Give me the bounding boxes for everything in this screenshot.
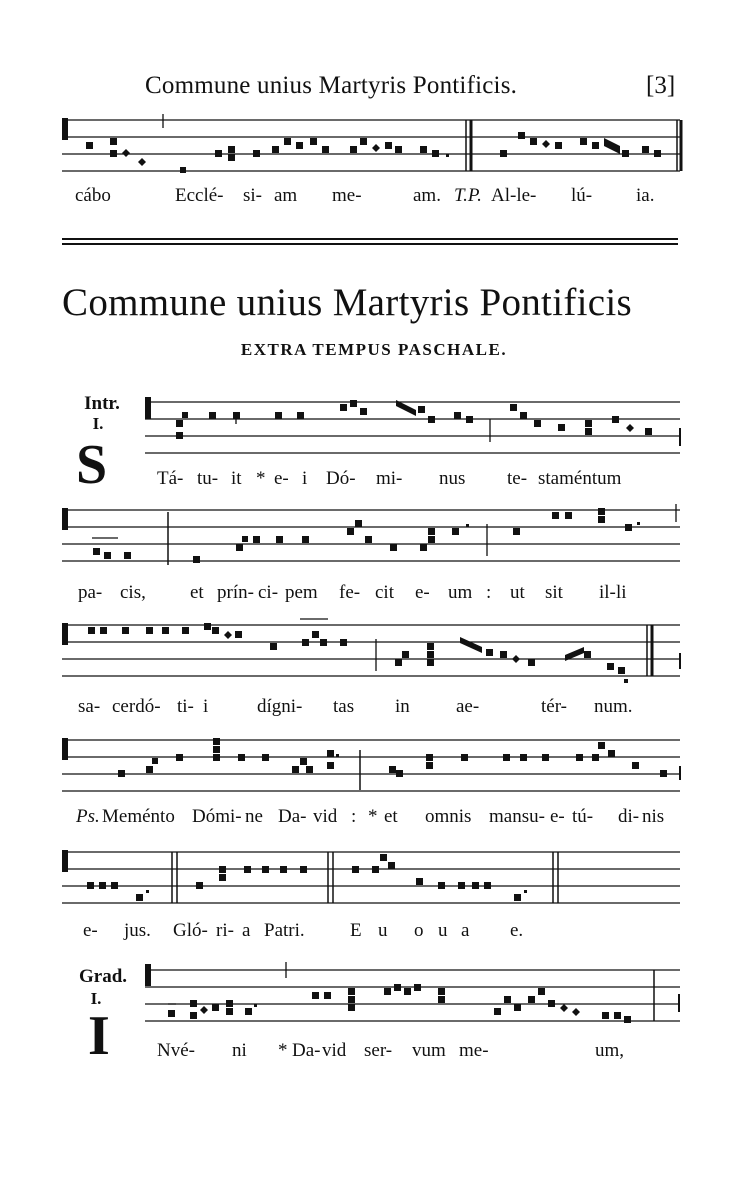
lyric-syllable: tas — [333, 696, 355, 717]
lyric-syllable: i — [203, 696, 209, 717]
lyric-syllable: Al-le- — [491, 185, 537, 206]
introit-line-3 — [0, 696, 748, 720]
staff-1-lyrics — [0, 185, 748, 209]
lyric-syllable: vid — [322, 1040, 347, 1061]
lyric-syllable: ti- — [177, 696, 194, 717]
lyric-syllable: li — [616, 582, 627, 603]
lyric-syllable: ni — [232, 1040, 247, 1061]
page-number: [3] — [646, 72, 676, 99]
lyric-syllable: sa- — [78, 696, 101, 717]
lyric-syllable: ia. — [636, 185, 655, 206]
lyric-syllable: me- — [459, 1040, 489, 1061]
lyric-syllable: ser- — [364, 1040, 393, 1061]
introit-mode: I. — [92, 414, 104, 433]
lyric-syllable: : — [486, 582, 492, 603]
lyric-syllable: nis — [642, 806, 665, 827]
lyric-syllable: num. — [594, 696, 633, 717]
lyric-syllable: Dómi- — [192, 806, 242, 827]
lyric-syllable: Da- — [278, 806, 307, 827]
staff-7 — [0, 960, 748, 1035]
lyric-syllable: Dó- — [326, 468, 356, 489]
gradual-line-1 — [0, 1040, 748, 1064]
lyric-syllable: e- — [274, 468, 289, 489]
lyric-syllable: e- — [415, 582, 430, 603]
staff-2 — [0, 392, 748, 462]
lyric-syllable: um, — [595, 1040, 625, 1061]
lyric-syllable: vid — [313, 806, 338, 827]
lyric-syllable: cerdó- — [112, 696, 161, 717]
lyric-syllable: e- — [83, 920, 98, 941]
lyric-syllable: jus. — [124, 920, 151, 941]
introit-label: Intr. — [84, 393, 120, 414]
lyric-syllable: e- — [550, 806, 565, 827]
introit-line-1 — [0, 468, 748, 492]
lyric-syllable: am. — [413, 185, 441, 206]
subtitle: EXTRA TEMPUS PASCHALE. — [240, 340, 508, 359]
lyric-syllable: a — [461, 920, 470, 941]
lyric-syllable: si- — [243, 185, 262, 206]
lyric-syllable: mansu- — [489, 806, 545, 827]
lyric-syllable: prín- — [217, 582, 254, 603]
lyric-syllable: e. — [510, 920, 524, 941]
lyric-syllable: it — [231, 468, 242, 489]
lyric-syllable: Meménto — [102, 806, 175, 827]
lyric-syllable: te- — [507, 468, 528, 489]
lyric-syllable: um — [448, 582, 473, 603]
lyric-syllable: cit — [375, 582, 394, 603]
lyric-syllable: me- — [332, 185, 362, 206]
lyric-syllable: et — [384, 806, 398, 827]
gradual-label: Grad. — [78, 966, 128, 987]
lyric-syllable: Gló- — [173, 920, 208, 941]
lyric-syllable: dígni- — [257, 696, 303, 717]
lyric-syllable: T.P. — [454, 185, 482, 206]
staff-4 — [0, 615, 748, 690]
lyric-syllable: fe- — [339, 582, 361, 603]
lyric-syllable: i — [302, 468, 308, 489]
lyric-syllable: ci- — [258, 582, 279, 603]
section-divider — [62, 238, 678, 240]
lyric-syllable: Tá- — [157, 468, 184, 489]
lyric-syllable: Da- — [292, 1040, 321, 1061]
main-title: Commune unius Martyris Pontificis — [62, 281, 632, 324]
psalm-label: Ps. — [76, 806, 100, 827]
lyric-syllable: il- — [599, 582, 616, 603]
lyric-syllable: cábo — [75, 185, 111, 206]
lyric-syllable: omnis — [425, 806, 472, 827]
lyric-syllable: ae- — [456, 696, 480, 717]
lyric-syllable: di- — [618, 806, 640, 827]
staff-5 — [0, 730, 748, 800]
gradual-mode: I. — [90, 989, 102, 1008]
lyric-syllable: pem — [285, 582, 318, 603]
lyric-syllable: * — [278, 1040, 288, 1061]
staff-1 — [0, 110, 748, 180]
lyric-syllable: tu- — [197, 468, 219, 489]
staff-6 — [0, 842, 748, 914]
introit-initial: S — [76, 434, 108, 496]
lyric-syllable: cis, — [120, 582, 146, 603]
lyric-syllable: Patri. — [264, 920, 305, 941]
lyric-syllable: Nvé- — [157, 1040, 195, 1061]
lyric-syllable: a — [242, 920, 251, 941]
lyric-syllable: o — [414, 920, 424, 941]
lyric-syllable: tú- — [572, 806, 594, 827]
lyric-syllable: ri- — [216, 920, 234, 941]
lyric-syllable: ne — [245, 806, 263, 827]
section-divider — [62, 243, 678, 245]
lyric-syllable: : — [351, 806, 357, 827]
lyric-syllable: u — [438, 920, 448, 941]
lyric-syllable: am — [274, 185, 298, 206]
introit-line-2 — [0, 582, 748, 606]
lyric-syllable: tér- — [541, 696, 567, 717]
lyric-syllable: Ecclé- — [175, 185, 224, 206]
gradual-initial: I — [88, 1005, 110, 1067]
lyric-syllable: pa- — [78, 582, 103, 603]
lyric-syllable: * — [256, 468, 266, 489]
lyric-syllable: * — [368, 806, 378, 827]
lyric-syllable: staméntum — [538, 468, 622, 489]
lyric-syllable: sit — [545, 582, 563, 603]
lyric-syllable: mi- — [376, 468, 403, 489]
introit-line-5 — [0, 920, 748, 944]
staff-3 — [0, 500, 748, 575]
running-head: Commune unius Martyris Pontificis. — [145, 72, 518, 99]
lyric-syllable: in — [395, 696, 410, 717]
lyric-syllable: ut — [510, 582, 525, 603]
introit-line-4 — [0, 806, 748, 830]
lyric-syllable: vum — [412, 1040, 446, 1061]
lyric-syllable: u — [378, 920, 388, 941]
lyric-syllable: et — [190, 582, 204, 603]
lyric-syllable: E — [350, 920, 362, 941]
lyric-syllable: nus — [439, 468, 466, 489]
lyric-syllable: lú- — [571, 185, 593, 206]
